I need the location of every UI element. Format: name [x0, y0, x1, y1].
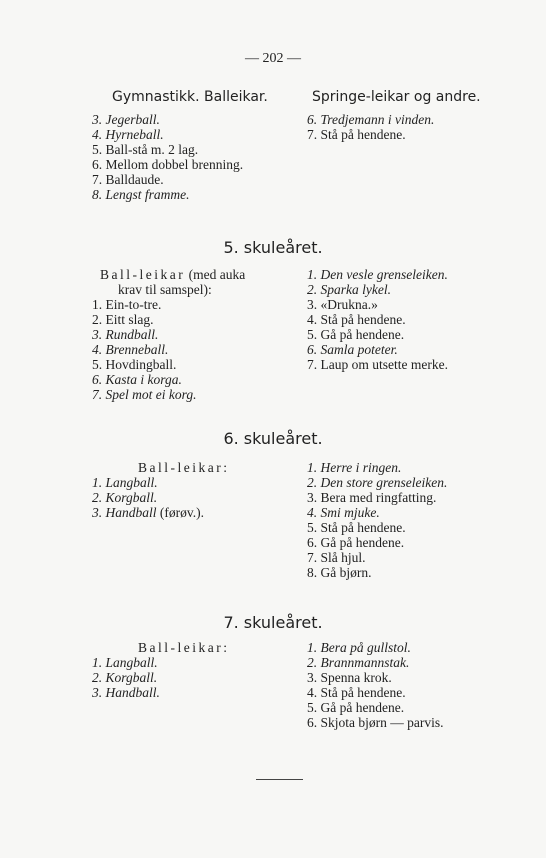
year-7-right-list — [307, 640, 444, 730]
list-item — [307, 475, 447, 490]
item-text: Bera på gullstol. — [320, 640, 411, 655]
item-text: Mellom dobbel brenning. — [105, 157, 244, 172]
top-right-list — [307, 112, 434, 142]
item-number: 6. — [307, 112, 318, 127]
list-item — [92, 112, 243, 127]
item-text: Korgball. — [105, 490, 158, 505]
year-7-left-list — [92, 655, 160, 700]
item-number: 8. — [92, 187, 103, 202]
list-item — [92, 142, 243, 157]
item-number: 1. — [307, 267, 318, 282]
item-number: 2. — [307, 282, 318, 297]
item-number: 6. — [92, 372, 103, 387]
list-item — [307, 490, 447, 505]
list-item — [92, 387, 196, 402]
list-item — [307, 700, 444, 715]
item-number: 4. — [92, 342, 103, 357]
item-number: 3. — [307, 490, 318, 505]
item-text: Gå bjørn. — [320, 565, 372, 580]
item-text: Jegerball. — [105, 112, 160, 127]
list-item — [307, 670, 444, 685]
item-number: 3. — [92, 505, 103, 520]
year-7-heading: 7. skuleåret. — [223, 613, 323, 632]
item-text: Slå hjul. — [320, 550, 366, 565]
item-number: 3. — [92, 112, 103, 127]
year-5-intro — [100, 267, 245, 282]
item-number: 4. — [307, 505, 318, 520]
year-5-left-list — [92, 297, 196, 402]
item-text: Laup om utsette merke. — [320, 357, 448, 372]
item-suffix: (førøv.). — [156, 505, 204, 520]
item-text: «Drukna.» — [320, 297, 378, 312]
item-number: 2. — [307, 655, 318, 670]
list-item — [92, 342, 196, 357]
list-item — [92, 372, 196, 387]
list-item — [92, 312, 196, 327]
item-number: 7. — [92, 387, 103, 402]
item-text: Korgball. — [105, 670, 158, 685]
list-item — [307, 550, 447, 565]
item-number: 2. — [92, 670, 103, 685]
item-text: Lengst framme. — [105, 187, 190, 202]
page-number: — 202 — — [245, 51, 301, 66]
year-5-intro-spaced: Ball-leikar — [100, 267, 186, 282]
list-item — [307, 312, 448, 327]
item-text: Spel mot ei korg. — [105, 387, 197, 402]
item-text: Langball. — [105, 655, 158, 670]
item-text: Stå på hendene. — [320, 127, 406, 142]
list-item — [307, 127, 434, 142]
item-number: 5. — [92, 142, 103, 157]
item-number: 5. — [307, 327, 318, 342]
list-item — [307, 655, 444, 670]
item-text: Spenna krok. — [320, 670, 392, 685]
item-text: Hyrneball. — [105, 127, 164, 142]
item-number: 7. — [307, 357, 318, 372]
list-item — [92, 157, 243, 172]
item-text: Samla poteter. — [320, 342, 398, 357]
year-5-heading: 5. skuleåret. — [223, 238, 323, 257]
year-6-intro: Ball-leikar: — [138, 460, 230, 475]
item-number: 6. — [307, 535, 318, 550]
item-text: Tredjemann i vinden. — [320, 112, 435, 127]
item-number: 2. — [92, 490, 103, 505]
list-item — [92, 505, 204, 520]
item-text: Brannmannstak. — [320, 655, 410, 670]
item-number: 6. — [92, 157, 103, 172]
item-number: 1. — [307, 460, 318, 475]
item-number: 7. — [307, 550, 318, 565]
year-6-right-list — [307, 460, 447, 580]
item-number: 6. — [307, 715, 318, 730]
list-item — [92, 670, 160, 685]
item-number: 4. — [307, 312, 318, 327]
item-text: Hovdingball. — [105, 357, 177, 372]
item-number: 6. — [307, 342, 318, 357]
list-item — [92, 297, 196, 312]
item-text: Gå på hendene. — [320, 327, 405, 342]
list-item — [307, 327, 448, 342]
list-item — [92, 685, 160, 700]
item-text: Gå på hendene. — [320, 535, 405, 550]
item-text: Den vesle grenseleiken. — [320, 267, 448, 282]
list-item — [92, 490, 204, 505]
item-number: 1. — [307, 640, 318, 655]
list-item — [92, 655, 160, 670]
list-item — [307, 505, 447, 520]
item-text: Stå på hendene. — [320, 312, 406, 327]
item-number: 3. — [92, 327, 103, 342]
running-games-heading: Springe-leikar og andre. — [312, 89, 481, 105]
item-number: 3. — [92, 685, 103, 700]
item-number: 2. — [307, 475, 318, 490]
list-item — [307, 282, 448, 297]
item-number: 5. — [92, 357, 103, 372]
list-item — [307, 357, 448, 372]
list-item — [307, 267, 448, 282]
item-number: 3. — [307, 670, 318, 685]
item-number: 7. — [92, 172, 103, 187]
list-item — [307, 520, 447, 535]
year-6-heading: 6. skuleåret. — [223, 429, 323, 448]
item-text: Bera med ringfatting. — [320, 490, 437, 505]
item-text: Ball-stå m. 2 lag. — [105, 142, 199, 157]
item-text: Brenneball. — [105, 342, 169, 357]
item-text: Den store grenseleiken. — [320, 475, 448, 490]
year-7-intro: Ball-leikar: — [138, 640, 230, 655]
item-text: Kasta i korga. — [105, 372, 182, 387]
list-item — [92, 357, 196, 372]
list-item — [307, 535, 447, 550]
year-6-left-list — [92, 475, 204, 520]
year-5-intro-line2: krav til samspel): — [118, 282, 212, 297]
item-number: 7. — [307, 127, 318, 142]
item-text: Handball — [105, 505, 157, 520]
end-rule — [256, 779, 303, 780]
item-text: Gå på hendene. — [320, 700, 405, 715]
item-text: Handball. — [105, 685, 160, 700]
list-item — [92, 172, 243, 187]
item-text: Langball. — [105, 475, 158, 490]
list-item — [307, 565, 447, 580]
list-item — [92, 327, 196, 342]
year-5-intro-rest: (med auka — [185, 267, 246, 282]
item-text: Stå på hendene. — [320, 520, 406, 535]
item-number: 4. — [92, 127, 103, 142]
list-item — [307, 460, 447, 475]
list-item — [307, 640, 444, 655]
item-text: Herre i ringen. — [320, 460, 402, 475]
list-item — [307, 297, 448, 312]
list-item — [307, 112, 434, 127]
item-text: Rundball. — [105, 327, 159, 342]
gymnastics-ball-games-heading: Gymnastikk. Balleikar. — [112, 89, 268, 105]
item-text: Sparka lykel. — [320, 282, 391, 297]
item-number: 8. — [307, 565, 318, 580]
item-number: 2. — [92, 312, 103, 327]
item-text: Smi mjuke. — [320, 505, 380, 520]
item-text: Ein-to-tre. — [105, 297, 162, 312]
top-left-list — [92, 112, 243, 202]
list-item — [92, 187, 243, 202]
item-number: 1. — [92, 475, 103, 490]
item-number: 5. — [307, 700, 318, 715]
item-text: Eitt slag. — [105, 312, 154, 327]
item-text: Stå på hendene. — [320, 685, 406, 700]
item-number: 3. — [307, 297, 318, 312]
list-item — [92, 475, 204, 490]
item-number: 5. — [307, 520, 318, 535]
item-text: Balldaude. — [105, 172, 164, 187]
year-5-right-list — [307, 267, 448, 372]
item-number: 1. — [92, 297, 103, 312]
item-number: 1. — [92, 655, 103, 670]
list-item — [307, 342, 448, 357]
list-item — [307, 715, 444, 730]
list-item — [92, 127, 243, 142]
list-item — [307, 685, 444, 700]
item-number: 4. — [307, 685, 318, 700]
item-text: Skjota bjørn — parvis. — [320, 715, 444, 730]
